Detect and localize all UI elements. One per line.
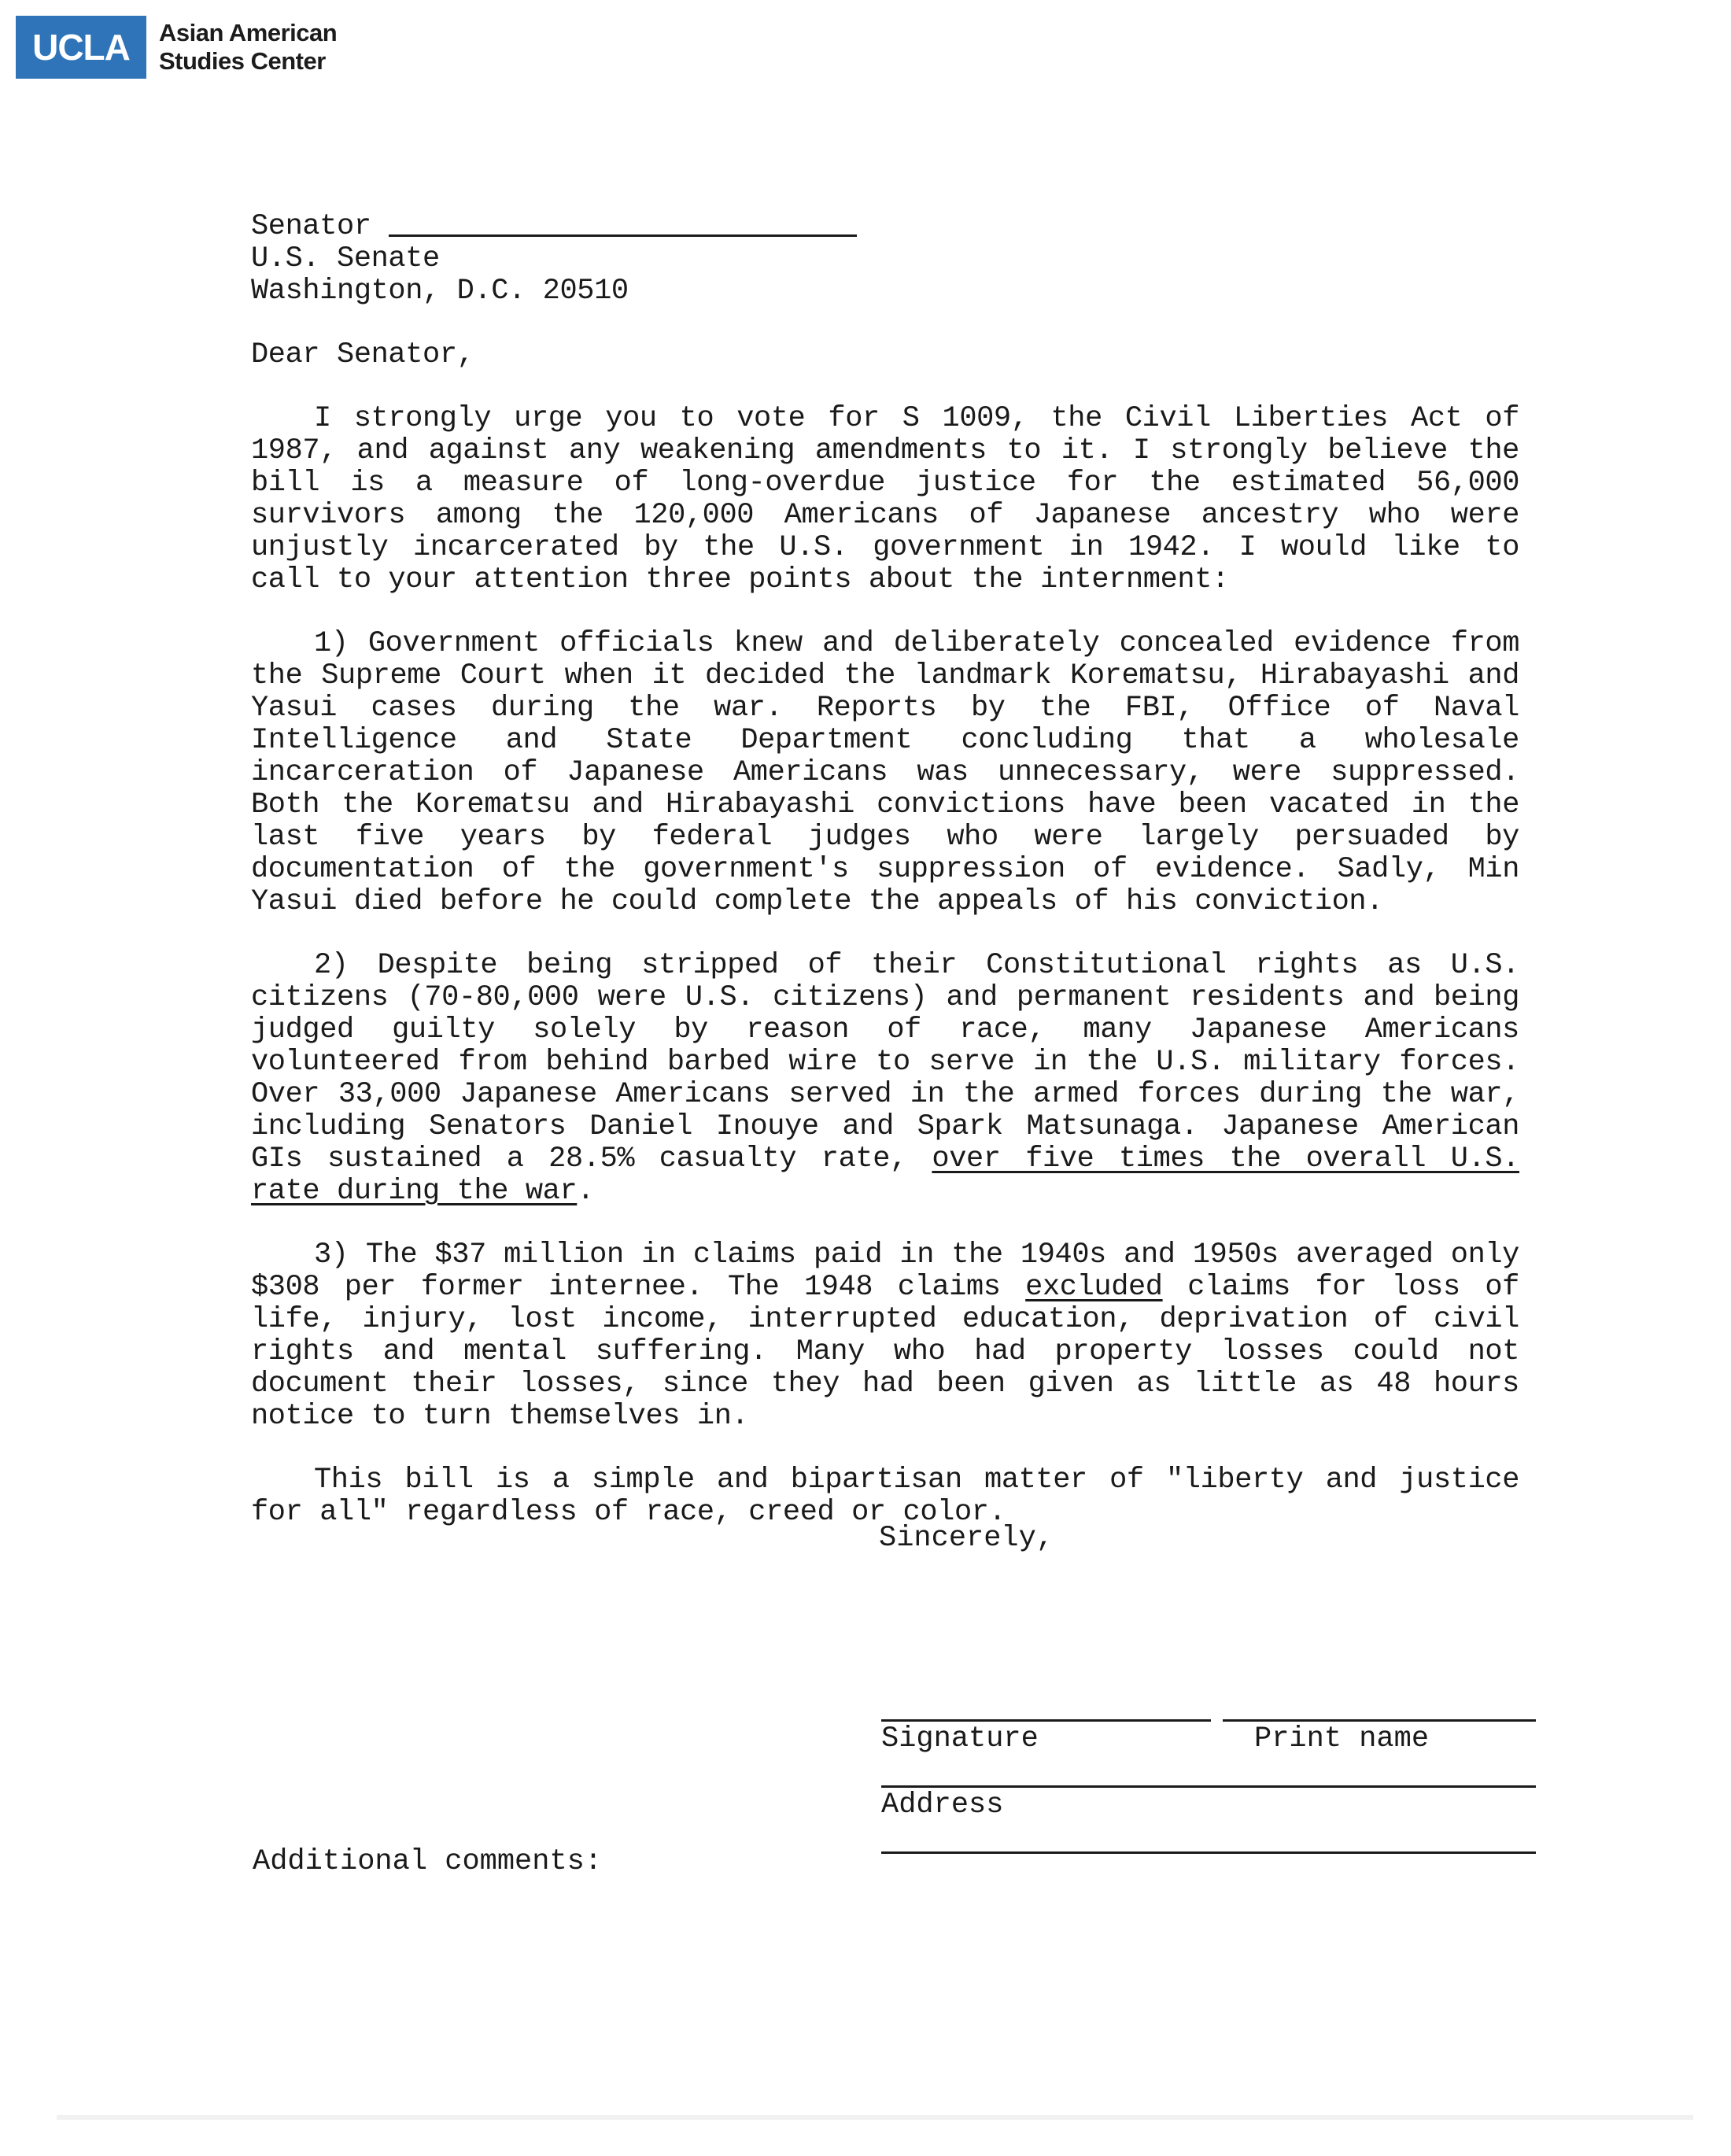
intro-paragraph: I strongly urge you to vote for S 1009, the Civil Liberties Act of 1987, and against any weakening amendments to it. I strongly believe the bill is a measure of long-overdue justice for the estimated 56,000 survivors among the 120,000 Americans of Japanese ancestry who were unjustly incarcerated by the U.S. government in 1942. I would like to call to your attention three points about the internment: — [251, 402, 1519, 596]
center-name-line1: Asian American — [159, 19, 338, 46]
signature-line — [881, 1719, 1211, 1722]
point-2-text: 2) Despite being stripped of their Constitutional rights as U.S. citizens (70-80,000 were U.S. citizens) and permanent residents and being judged guilty solely by reason of race, many Japanese Americans volunteered from behind barbed wire to serve in the U.S. military forces. Over 33,000 Japanese Americans served in the armed forces during the war, including Senators Daniel Inouye and Spark Matsunaga. Japanese American GIs sustained a 28.5% casualty rate, — [251, 949, 1519, 1176]
salutation: Dear Senator, — [251, 338, 474, 371]
point-2-underlined-text: over five times the overall U.S. rate during the war — [251, 1143, 1519, 1208]
letterhead — [16, 16, 337, 79]
recipient-line-senator — [251, 211, 1519, 243]
recipient-line-city: Washington, D.C. 20510 — [251, 275, 629, 308]
address-line-2 — [881, 1851, 1536, 1854]
point-3-text-end: claims for loss of life, injury, lost income, interrupted education, deprivation of civil rights and mental suffering. Many who had property losses could not document their losses, since they had been given as little as 48 hours notice to turn themselves in. — [251, 1271, 1519, 1433]
letter-body — [251, 211, 1519, 1529]
center-name — [159, 19, 337, 76]
address-label: Address — [881, 1789, 1004, 1822]
point-2-paragraph — [251, 950, 1519, 1208]
ucla-logo-text: UCLA — [32, 27, 130, 68]
page-bottom-edge — [57, 2115, 1693, 2120]
center-name-line2: Studies Center — [159, 47, 326, 75]
print-name-line — [1223, 1719, 1536, 1722]
point-3-paragraph — [251, 1239, 1519, 1433]
conclusion-paragraph: This bill is a simple and bipartisan matter of "liberty and justice for all" regardless of race, creed or color. — [251, 1464, 1519, 1529]
ucla-logo — [16, 16, 146, 79]
additional-comments-label: Additional comments: — [253, 1845, 603, 1878]
point-3-text-start: 3) The $37 million in claims paid in the 1940s and 1950s averaged only $308 per former internee. The 1948 claims — [251, 1239, 1519, 1304]
closing: Sincerely, — [879, 1522, 1054, 1555]
point-3-underlined-text: excluded — [1025, 1271, 1163, 1304]
print-name-label: Print name — [1254, 1722, 1430, 1755]
recipient-address — [251, 211, 1519, 308]
address-line — [881, 1785, 1536, 1788]
senator-name-blank — [389, 234, 857, 237]
recipient-line-senate: U.S. Senate — [251, 242, 440, 275]
point-1-paragraph: 1) Government officials knew and deliberately concealed evidence from the Supreme Court when it decided the landmark Korematsu, Hirabayashi and Yasui cases during the war. Reports by the FBI, Office of Naval Intelligence and State Department concluding that a wholesale incarceration of Japanese Americans was unnecessary, were suppressed. Both the Korematsu and Hirabayashi convictions have been vacated in the last five years by federal judges who were largely persuaded by documentation of the government's suppression of evidence. Sadly, Min Yasui died before he could complete the appeals of his conviction. — [251, 627, 1519, 918]
point-2-period: . — [577, 1175, 595, 1208]
signature-label: Signature — [881, 1722, 1039, 1755]
recipient-senator-label: Senator — [251, 210, 371, 243]
